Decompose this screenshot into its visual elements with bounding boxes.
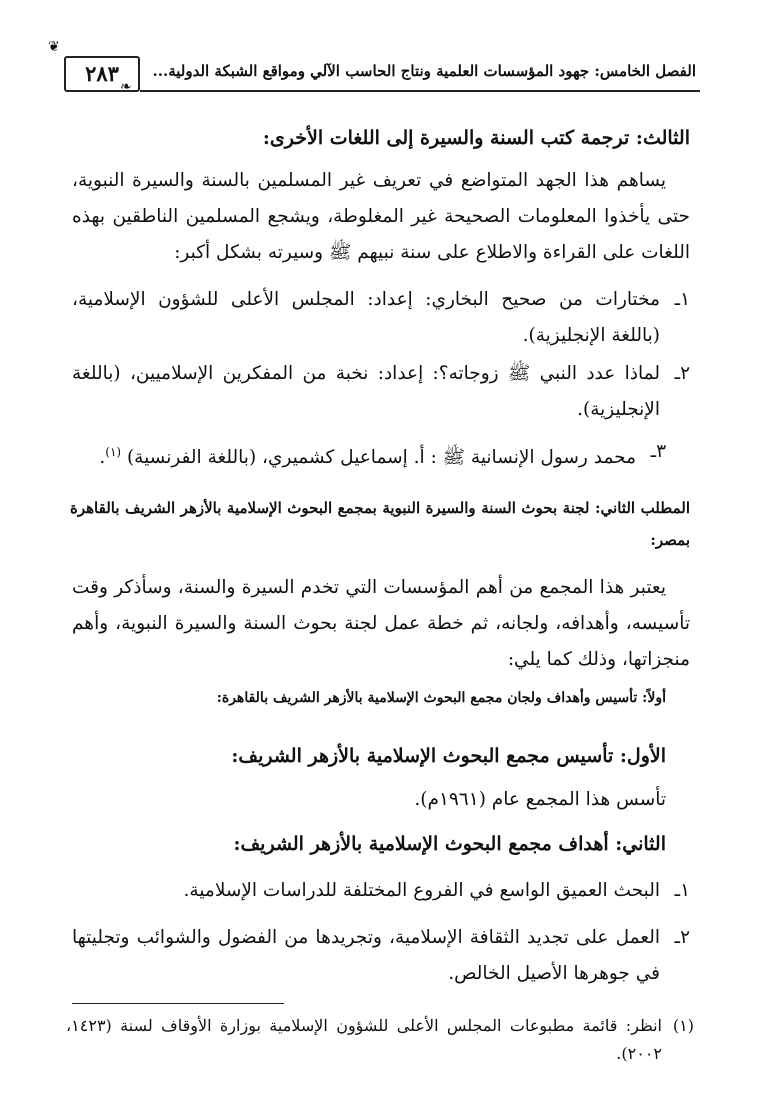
founding-text: تأسس هذا المجمع عام (١٩٦١م). (414, 789, 666, 810)
running-header (48, 39, 700, 95)
footnote-ref: (١) (105, 445, 122, 459)
goals-heading-block (72, 826, 666, 862)
list-item (72, 356, 690, 428)
ornament-icon: ❦ (48, 39, 60, 55)
list-text: لماذا عدد النبي ﷺ زوجاته؟: إعداد: نخبة من المفكرين الإسلاميين، (باللغة الإنجليزية). (72, 363, 660, 420)
list-item (72, 873, 690, 909)
matlab-heading: المطلب الثاني: لجنة بحوث السنة والسيرة النبوية بمجمع البحوث الإسلامية بالأزهر الشريف بالقاهرة بمصر: (70, 499, 690, 549)
first-heading-block (72, 690, 666, 706)
list-number: ٢ـ (674, 927, 690, 948)
matlab-heading-block (70, 492, 690, 556)
list-number: ٢ـ (674, 363, 690, 384)
footnote-text: انظر: قائمة مطبوعات المجلس الأعلى للشؤون الإسلامية بوزارة الأوقاف لسنة (١٤٢٣، ٢٠٠٢). (66, 1016, 662, 1063)
founding-heading-block (72, 738, 666, 774)
footnote-rule (72, 1003, 284, 1004)
section-third-body (72, 163, 690, 271)
subsection-heading: أولاً: تأسيس وأهداف ولجان مجمع البحوث الإسلامية بالأزهر الشريف بالقاهرة: (216, 690, 666, 706)
founding-text-block (72, 782, 666, 818)
founding-heading: الأول: تأسيس مجمع البحوث الإسلامية بالأزهر الشريف: (231, 745, 666, 767)
books-list-2 (72, 356, 690, 428)
paragraph: يعتبر هذا المجمع من أهم المؤسسات التي تخدم السيرة والسنة، وسأذكر وقت تأسيسه، وأهدافه، ولجانه، ثم خطة عمل لجنة بحوث السنة والسيرة النبوية، وأهم منجزاتها، وذلك كما يلي: (72, 577, 690, 670)
goals-list-2 (72, 920, 690, 992)
ornament-icon: ❧ (120, 79, 132, 95)
books-list-3 (72, 434, 666, 476)
section-heading: الثالث: ترجمة كتب السنة والسيرة إلى اللغات الأخرى: (262, 127, 690, 149)
goals-heading: الثاني: أهداف مجمع البحوث الإسلامية بالأزهر الشريف: (233, 833, 666, 855)
list-text: مختارات من صحيح البخاري: إعداد: المجلس الأعلى للشؤون الإسلامية، (باللغة الإنجليزية). (72, 289, 660, 346)
list-text: البحث العميق الواسع في الفروع المختلفة للدراسات الإسلامية. (183, 880, 660, 901)
goals-list (72, 873, 690, 909)
list-text: محمد رسول الإنسانية ﷺ : أ. إسماعيل كشميري، (باللغة الفرنسية) $^{(١)}$. (99, 445, 636, 469)
list-number: ١ـ (674, 880, 690, 901)
footnote-marker: (١) (672, 1016, 694, 1035)
section-third (72, 120, 690, 156)
paragraph: يساهم هذا الجهد المتواضع في تعريف غير المسلمين بالسنة والسيرة النبوية، حتى يأخذوا المعلومات الصحيحة غير المغلوطة، ويشجع المسلمين الناطقين بهذه اللغات على القراءة والاطلاع على سنة نبيهم ﷺ وسيرته بشكل أكبر: (72, 170, 690, 263)
page-number: ٢٨٣ (85, 61, 119, 86)
matlab-body (72, 570, 690, 678)
list-item (72, 282, 690, 354)
books-list (72, 282, 690, 354)
list-text: العمل على تجديد الثقافة الإسلامية، وتجريدها من الفضول والشوائب وتجليتها في جوهرها الأصيل الخالص. (72, 927, 660, 984)
list-number: ٣ـ (650, 441, 666, 462)
running-title: الفصل الخامس: جهود المؤسسات العلمية ونتاج الحاسب الآلي ومواقع الشبكة الدولية... (152, 62, 696, 80)
list-item (72, 434, 666, 476)
list-number: ١ـ (674, 289, 690, 310)
footnote (66, 1012, 694, 1068)
header-rule (140, 90, 700, 92)
list-item (72, 920, 690, 992)
